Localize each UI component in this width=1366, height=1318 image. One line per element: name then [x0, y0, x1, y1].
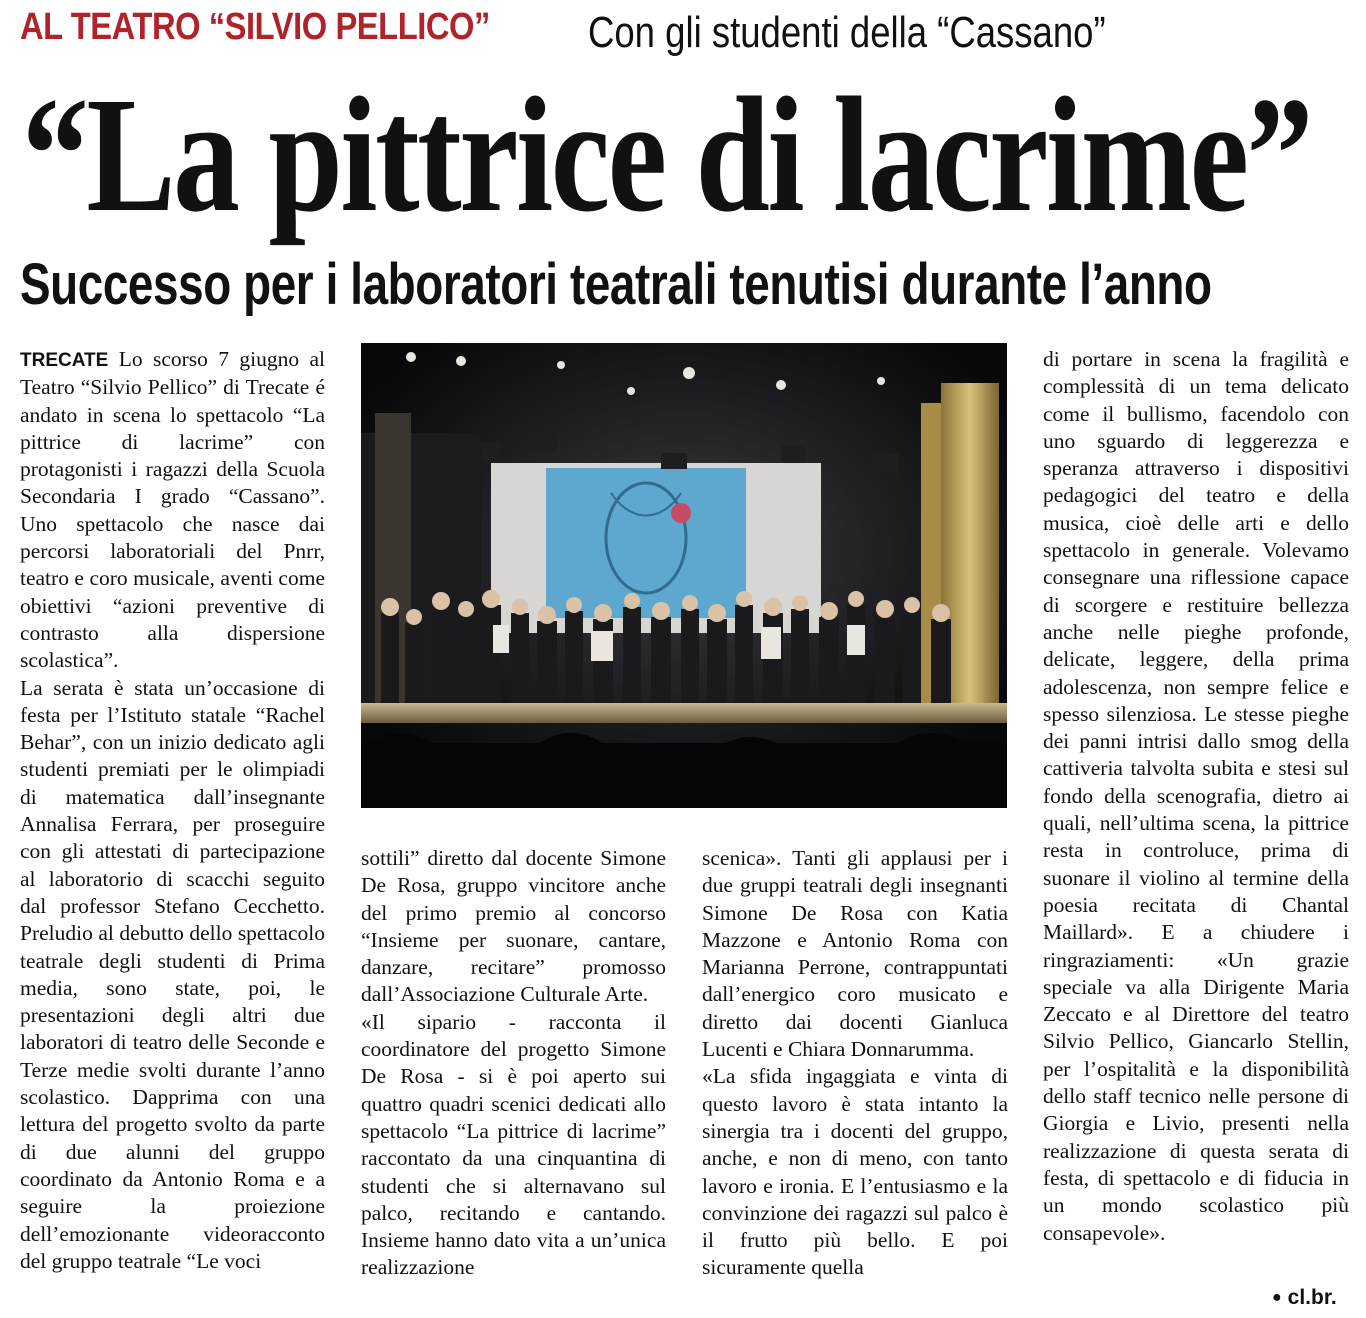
article-column-3 [702, 845, 1008, 1282]
paragraph: «La sfida ingaggiata e vinta di questo lavoro è stata intanto la sinergia tra i docenti del gruppo, anche, e non di meno, con tanto lavoro e ironia. E l’entusiasmo e la convinzione dei ragazzi sul palco è il frutto più bello. E poi sicuramente quella [702, 1064, 1008, 1280]
dateline-place: TRECATE [20, 350, 109, 371]
paragraph: «Il sipario - racconta il coordinatore del progetto Simone De Rosa - si è poi aperto sui quattro quadri scenici dedicati allo spettacolo “La pittrice di lacrime” raccontato da una cinquantina di studenti che si alternavano sul palco, recitando e cantando. Insieme hanno dato vita a un’unica realizzazione [361, 1009, 666, 1280]
kicker-location: AL TEATRO “SILVIO PELLICO” [20, 6, 490, 48]
paragraph: sottili” diretto dal docente Simone De Rosa, gruppo vincitore anche del primo premio al concorso “Insieme per suonare, cantare, danzare, recitare” promosso dall’Associazione Culturale Arte. [361, 846, 666, 1007]
article-column-1 [20, 346, 325, 1275]
paragraph: La serata è stata un’occasione di festa per l’Istituto statale “Rachel Behar”, con un inizio dedicato agli studenti premiati per le olimpiadi di matematica dall’insegnante Annalisa Ferrara, per proseguire con gli attestati di partecipazione al laboratorio di scacchi seguito dal professor Stefano Cecchetto. Preludio al debutto dello spettacolo teatrale degli studenti di Prima media, sono state, poi, le presentazioni degli altri due laboratori di teatro delle Seconde e Terze medie svolti durante l’anno scolastico. Dapprima con una lettura del progetto svolto da parte di due alunni del gruppo coordinato da Antonio Roma e a seguire la proiezione dell’emozionante videoracconto del gruppo teatrale “Le voci [20, 675, 325, 1273]
paragraph: di portare in scena la fragilità e complessità di un tema delicato come il bullismo, facendolo con uno sguardo di leggerezza e speranza attraverso i dispositivi pedagogici del teatro e della musica, cioè delle arti e dello spettacolo in generale. Volevamo consegnare una riflessione capace di scorgere e restituire bellezza anche nelle pieghe profonde, delicate, leggere, della prima adolescenza, non sempre felice e spesso silenziosa. Le stesse pieghe dei panni intrisi dallo smog della cattiveria talvolta subita e stesi sul fondo della scenografia, dietro ai quali, nell’ultima scena, la pittrice resta in controluce, prima di suonare il violino al termine della poesia recitata di Chantal Maillard». E a chiudere i ringraziamenti: «Un grazie speciale va alla Dirigente Maria Zeccato e al Direttore del teatro Silvio Pellico, Giancarlo Stellin, per l’ospitalità e la disponibilità dello staff tecnico nelle persone di Giorgia e Livio, presenti nella realizzazione di questa serata di festa, di spettacolo e di fiducia in un mondo scolastico più consapevole». [1043, 347, 1349, 1245]
article-column-4 [1043, 346, 1349, 1247]
subheadline: Successo per i laboratori teatrali tenutisi durante l’anno [20, 252, 1212, 317]
lead-text: Lo scorso 7 giugno al Teatro “Silvio Pellico” di Trecate é andato in scena lo spettacolo “La pittrice di lacrime” con protagonisti i ragazzi della Scuola Secondaria I grado “Cassano”. Uno spettacolo che nasce dai percorsi laboratoriali del Pnrr, teatro e coro musicale, aventi come obiettivi “azioni preventive di contrasto alla dispersione scolastica”. [20, 347, 325, 673]
paragraph [20, 346, 325, 675]
author-signature [1272, 1286, 1337, 1310]
signature-text: cl.br. [1287, 1286, 1337, 1309]
bullet-icon: ● [1272, 1289, 1282, 1306]
kicker [20, 6, 1350, 66]
stage-photo-illustration [361, 343, 1007, 808]
stage-photo [361, 343, 1007, 808]
article-column-2 [361, 845, 666, 1282]
kicker-topic: Con gli studenti della “Cassano” [588, 8, 1106, 57]
paragraph: scenica». Tanti gli applausi per i due gruppi teatrali degli insegnanti Simone De Rosa con Katia Mazzone e Antonio Roma con Marianna Perrone, contrappuntati dall’energico coro musicato e diretto dai docenti Gianluca Lucenti e Chiara Donnarumma. [702, 846, 1008, 1062]
headline: “La pittrice di lacrime” [22, 63, 1311, 246]
